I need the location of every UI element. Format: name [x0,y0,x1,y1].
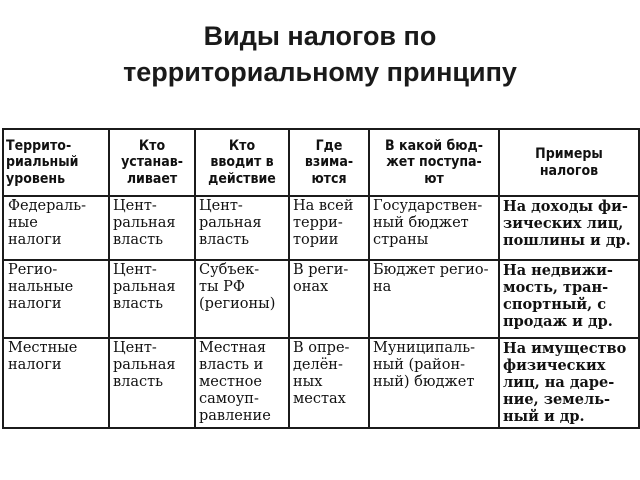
cell-where: На всей терри- тории [289,196,369,260]
cell-level: Федераль- ные налоги [3,196,109,260]
table-header-row [3,129,639,196]
table-row-local [3,338,639,428]
cell-examples: На имущество физических лиц, на даре- ние, земель- ный и др. [499,338,639,428]
cell-budget: Государствен- ный бюджет страны [369,196,499,260]
cell-level: Местные налоги [3,338,109,428]
cell-enacts: Цент- ральная власть [195,196,289,260]
cell-establishes: Цент- ральная власть [109,338,195,428]
table-row-regional [3,260,639,338]
header-which-budget: В какой бюд- жет поступа- ют [369,129,499,196]
cell-establishes: Цент- ральная власть [109,260,195,338]
cell-examples: На доходы фи- зических лиц, пошлины и др. [499,196,639,260]
cell-examples: На недвижи- мость, тран- спортный, с продаж и др. [499,260,639,338]
cell-enacts: Местная власть и местное самоуп- равление [195,338,289,428]
cell-level: Регио- нальные налоги [3,260,109,338]
header-who-establishes: Кто устанав- ливает [109,129,195,196]
tax-types-table [2,128,640,429]
cell-enacts: Субъек- ты РФ (регионы) [195,260,289,338]
header-tax-examples: Примеры налогов [499,129,639,196]
slide-title [0,18,640,90]
cell-where: В опре- делён- ных местах [289,338,369,428]
header-where-collected: Где взима- ются [289,129,369,196]
cell-budget: Бюджет регио- на [369,260,499,338]
header-territorial-level: Террито- риальный уровень [3,129,109,196]
slide-title-line-1: Виды налогов по [203,21,437,51]
cell-establishes: Цент- ральная власть [109,196,195,260]
cell-where: В реги- онах [289,260,369,338]
table-row-federal [3,196,639,260]
cell-budget: Муниципаль- ный (район- ный) бюджет [369,338,499,428]
slide-title-line-2: территориальному принципу [123,57,517,87]
header-who-enacts: Кто вводит в действие [195,129,289,196]
tax-types-table-container [2,128,638,460]
